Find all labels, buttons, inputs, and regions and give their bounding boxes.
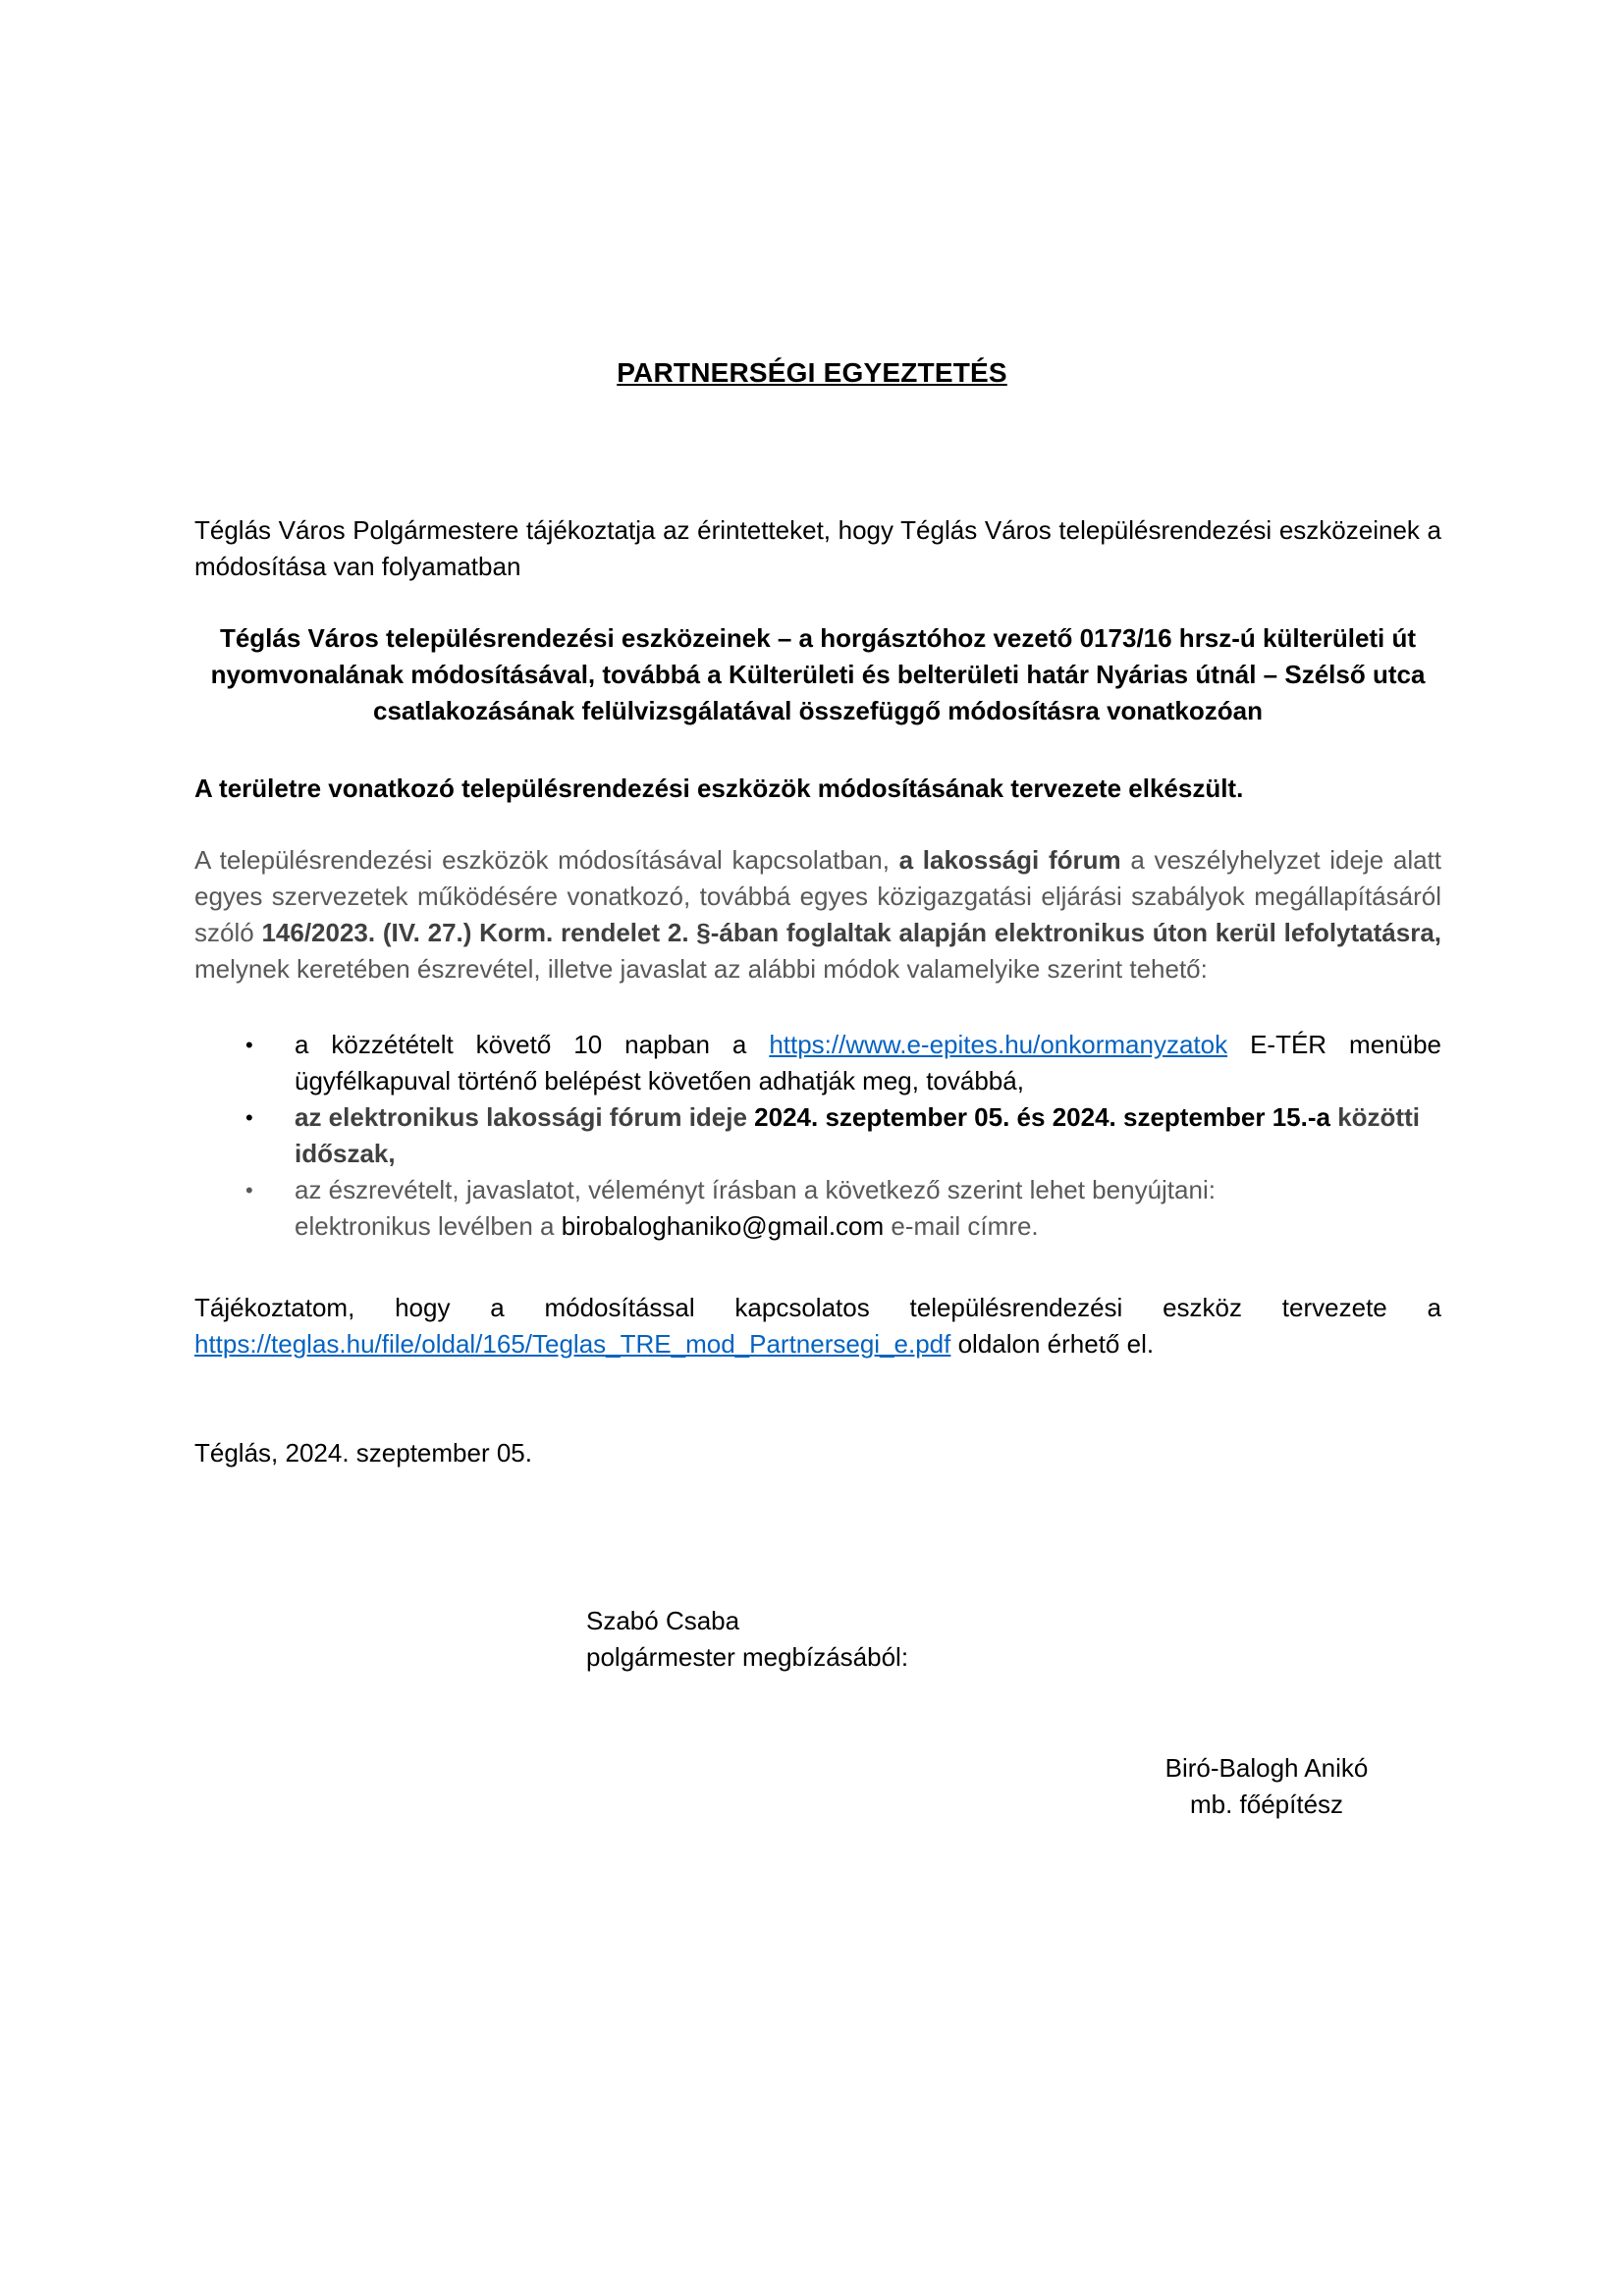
signer-architect xyxy=(1110,1750,1424,1823)
submission-methods-list xyxy=(194,1027,1441,1245)
list-item xyxy=(194,1172,1441,1245)
bullet2-text-c: közötti időszak, xyxy=(295,1102,1420,1168)
forum-paragraph xyxy=(194,842,1441,988)
forum-text-1: A településrendezési eszközök módosításával kapcsolatban, xyxy=(194,845,899,875)
forum-text-3: melynek keretében észrevétel, illetve javaslat az alábbi módok valamelyike szerint tehető: xyxy=(194,954,1208,984)
forum-bold-1: a lakossági fórum xyxy=(898,845,1121,875)
bullet1-text-a: a közzétételt követő 10 napban a xyxy=(295,1030,770,1059)
bullet-icon: • xyxy=(245,1178,253,1202)
bullet-icon: • xyxy=(245,1033,253,1057)
bullet3-text-c: e-mail címre. xyxy=(884,1211,1039,1241)
signer-architect-role: mb. főépítész xyxy=(1189,1789,1344,1819)
plan-document-link[interactable]: https://teglas.hu/file/oldal/165/Teglas_TRE_mod_Partnersegi_e.pdf xyxy=(194,1329,951,1359)
signer-architect-name: Biró-Balogh Anikó xyxy=(1164,1753,1369,1783)
intro-paragraph: Téglás Város Polgármestere tájékoztatja az érintetteket, hogy Téglás Város településrendezési eszközeinek a módosítása van folyamatban xyxy=(194,515,1441,581)
forum-dates: 2024. szeptember 05. és 2024. szeptember 15.-a xyxy=(754,1102,1330,1132)
document-title: PARTNERSÉGI EGYEZTETÉS xyxy=(617,357,1007,388)
list-item xyxy=(194,1027,1441,1099)
bullet3-text-b: elektronikus levélben a xyxy=(295,1211,562,1241)
info-text-a: Tájékoztatom, hogy a módosítással kapcsolatos településrendezési eszköz tervezete a xyxy=(194,1293,1441,1322)
e-epites-link[interactable]: https://www.e-epites.hu/onkormanyzatok xyxy=(769,1030,1228,1059)
forum-text-2: a veszélyhelyzet ideje alatt egyes szervezetek működésére vonatkozó, továbbá egyes közigazgatási eljárási szabályok megállapításáról szóló xyxy=(194,845,1441,947)
contact-email: birobaloghaniko@gmail.com xyxy=(561,1211,885,1241)
bullet-icon: • xyxy=(245,1105,253,1130)
bullet2-text-a: az elektronikus lakossági fórum ideje xyxy=(295,1102,755,1132)
bullet3-text-a: az észrevételt, javaslatot, véleményt írásban a következő szerint lehet benyújtani: xyxy=(295,1175,1216,1204)
place-date: Téglás, 2024. szeptember 05. xyxy=(194,1438,532,1468)
info-paragraph xyxy=(194,1290,1441,1362)
subject-paragraph: Téglás Város településrendezési eszközeinek – a horgásztóhoz vezető 0173/16 hrsz-ú külterületi út nyomvonalának módosításával, továbbá a Külterületi és belterületi határ Nyárias útnál – Szélső utca csatlakozásának felülvizsgálatával összefüggő módosításra vonatkozóan xyxy=(210,623,1426,725)
signer-mayor-role: polgármester megbízásából: xyxy=(586,1642,909,1672)
signer-mayor-name: Szabó Csaba xyxy=(586,1606,740,1635)
list-item xyxy=(194,1099,1441,1172)
signer-mayor xyxy=(586,1603,908,1676)
bullet1-text-b: E-TÉR menübe ügyfélkapuval történő belépést követően adhatják meg, továbbá, xyxy=(295,1030,1441,1095)
info-text-b: oldalon érhető el. xyxy=(950,1329,1155,1359)
forum-bold-2: 146/2023. (IV. 27.) Korm. rendelet 2. §-ában foglaltak alapján elektronikus úton kerül lefolytatásra, xyxy=(261,918,1442,947)
statement-paragraph: A területre vonatkozó településrendezési eszközök módosításának tervezete elkészült. xyxy=(194,774,1244,803)
